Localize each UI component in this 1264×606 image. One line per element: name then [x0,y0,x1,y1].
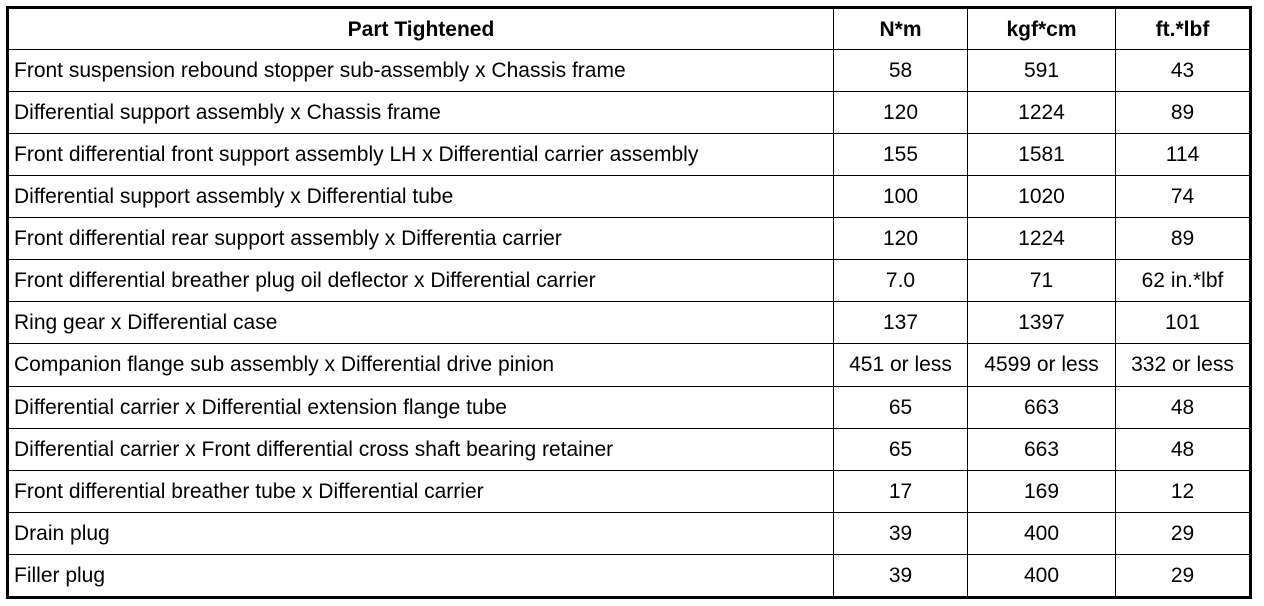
ft-cell: 332 or less [1116,344,1251,386]
part-cell: Front suspension rebound stopper sub-assembly x Chassis frame [8,50,834,92]
part-cell: Front differential front support assembly LH x Differential carrier assembly [8,134,834,176]
kgf-cell: 1224 [968,218,1116,260]
ft-cell: 29 [1116,554,1251,597]
torque-spec-table [6,6,1252,599]
part-cell: Differential support assembly x Chassis frame [8,92,834,134]
part-cell: Drain plug [8,512,834,554]
part-cell: Differential carrier x Differential extension flange tube [8,386,834,428]
table-row [8,134,1251,176]
ft-cell: 89 [1116,92,1251,134]
table-row [8,344,1251,386]
part-cell: Ring gear x Differential case [8,302,834,344]
table-row [8,176,1251,218]
table-row [8,386,1251,428]
ft-cell: 43 [1116,50,1251,92]
kgf-cell: 169 [968,470,1116,512]
ft-cell: 12 [1116,470,1251,512]
header-ft-lbf: ft.*lbf [1116,8,1251,50]
part-cell: Front differential rear support assembly x Differentia carrier [8,218,834,260]
nm-cell: 7.0 [834,260,968,302]
kgf-cell: 1224 [968,92,1116,134]
ft-cell: 29 [1116,512,1251,554]
ft-cell: 48 [1116,386,1251,428]
kgf-cell: 71 [968,260,1116,302]
table-header-row [8,8,1251,50]
table-row [8,92,1251,134]
table-row [8,260,1251,302]
nm-cell: 451 or less [834,344,968,386]
nm-cell: 17 [834,470,968,512]
kgf-cell: 663 [968,386,1116,428]
part-cell: Front differential breather plug oil deflector x Differential carrier [8,260,834,302]
nm-cell: 58 [834,50,968,92]
table-row [8,218,1251,260]
part-cell: Filler plug [8,554,834,597]
kgf-cell: 1020 [968,176,1116,218]
table-row [8,554,1251,597]
kgf-cell: 400 [968,512,1116,554]
nm-cell: 39 [834,554,968,597]
ft-cell: 48 [1116,428,1251,470]
kgf-cell: 1397 [968,302,1116,344]
nm-cell: 65 [834,428,968,470]
ft-cell: 62 in.*lbf [1116,260,1251,302]
part-cell: Front differential breather tube x Differential carrier [8,470,834,512]
nm-cell: 100 [834,176,968,218]
nm-cell: 120 [834,218,968,260]
part-cell: Differential carrier x Front differential cross shaft bearing retainer [8,428,834,470]
table-row [8,512,1251,554]
kgf-cell: 663 [968,428,1116,470]
part-cell: Differential support assembly x Differential tube [8,176,834,218]
table-row [8,470,1251,512]
nm-cell: 155 [834,134,968,176]
kgf-cell: 591 [968,50,1116,92]
table-row [8,50,1251,92]
nm-cell: 65 [834,386,968,428]
ft-cell: 74 [1116,176,1251,218]
ft-cell: 114 [1116,134,1251,176]
table-row [8,302,1251,344]
header-kgf-cm: kgf*cm [968,8,1116,50]
header-nm: N*m [834,8,968,50]
ft-cell: 89 [1116,218,1251,260]
part-cell: Companion flange sub assembly x Differential drive pinion [8,344,834,386]
table-row [8,428,1251,470]
kgf-cell: 400 [968,554,1116,597]
nm-cell: 137 [834,302,968,344]
nm-cell: 39 [834,512,968,554]
ft-cell: 101 [1116,302,1251,344]
header-part-tightened: Part Tightened [8,8,834,50]
kgf-cell: 1581 [968,134,1116,176]
kgf-cell: 4599 or less [968,344,1116,386]
nm-cell: 120 [834,92,968,134]
